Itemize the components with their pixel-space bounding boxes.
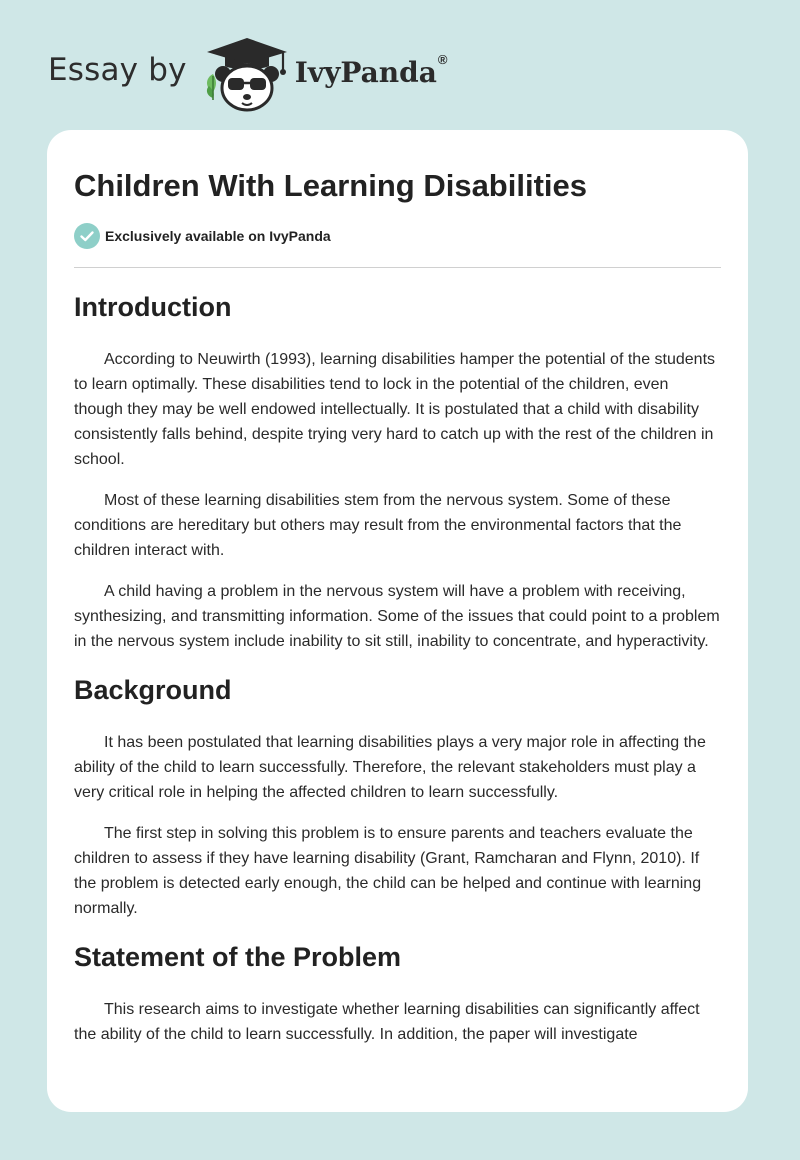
paragraph: A child having a problem in the nervous system will have a problem with receiving, synthesizing, and transmitting information. Some of the issues that could point to a problem in the nervous system include inability to sit still, inability to concentrate, and hyperactivity. (74, 583, 720, 650)
essay-title: Children With Learning Disabilities (74, 168, 587, 203)
brand-prefix: Essay by (48, 52, 187, 88)
panda-logo-icon (201, 34, 293, 114)
brand-name-text: IvyPanda (294, 55, 437, 89)
paragraph: It has been postulated that learning disabilities plays a very major role in affecting the ability of the child to learn successfully. Therefore, the relevant stakeholders must play a very critical role in helping the affected children to learn successfully. (74, 734, 706, 801)
exclusive-badge-text: Exclusively available on IvyPanda (105, 228, 331, 244)
section-heading: Background (74, 675, 232, 705)
section-introduction (74, 291, 721, 654)
check-circle-icon (74, 223, 100, 249)
paragraph: The first step in solving this problem is to ensure parents and teachers evaluate the children to assess if they have learning disability (Grant, Ramcharan and Flynn, 2010). If the problem is detected early enough, the child can be helped and continue with learning normally. (74, 825, 702, 917)
title-divider (74, 267, 721, 268)
brand-name (294, 51, 448, 89)
essay-card (47, 130, 748, 1112)
exclusive-badge (74, 222, 721, 250)
registered-mark: ® (437, 51, 448, 67)
section-heading: Introduction (74, 292, 232, 322)
section-heading: Statement of the Problem (74, 942, 402, 972)
paragraph: Most of these learning disabilities stem from the nervous system. Some of these conditions are hereditary but others may result from the environmental factors that the children interact with. (74, 492, 682, 559)
paragraph: According to Neuwirth (1993), learning disabilities hamper the potential of the students to learn optimally. These disabilities tend to lock in the potential of the children, even though they may be well endowed intellectually. It is postulated that a child with disability consistently falls behind, despite trying very hard to catch up with the rest of the children in school. (74, 351, 716, 468)
section-statement-of-problem (74, 941, 721, 1047)
section-background (74, 674, 721, 921)
brand-header[interactable] (48, 34, 447, 114)
paragraph: This research aims to investigate whether learning disabilities can significantly affect the ability of the child to learn successfully. In addition, the paper will investigate (74, 1001, 700, 1043)
